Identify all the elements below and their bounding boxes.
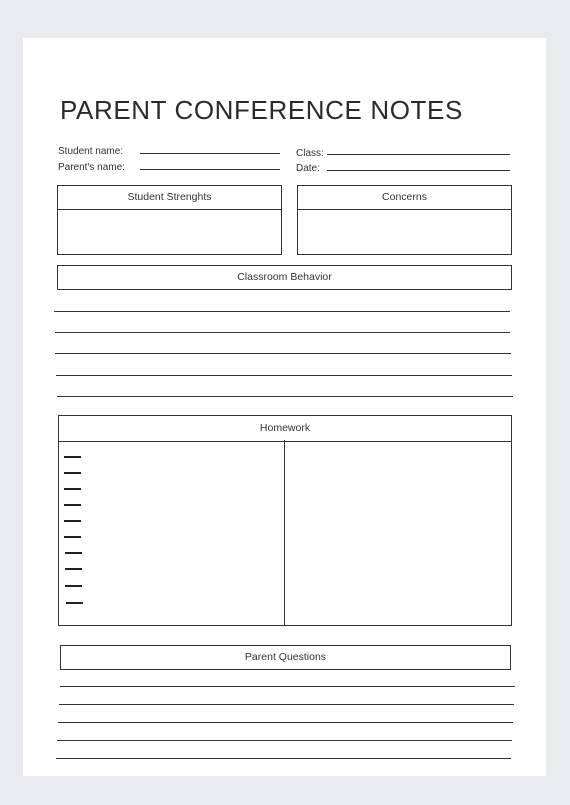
class-label: Class: [296, 148, 324, 159]
behavior-line[interactable] [55, 353, 511, 354]
concerns-header: Concerns [298, 186, 511, 210]
class-line[interactable] [327, 154, 510, 155]
questions-line[interactable] [56, 758, 511, 759]
checklist-dash [65, 552, 82, 554]
behavior-line[interactable] [55, 332, 510, 333]
checklist-dash [66, 602, 83, 604]
checklist-dash [64, 536, 81, 538]
student-name-line[interactable] [140, 153, 280, 154]
behavior-header: Classroom Behavior [57, 265, 512, 290]
parents-name-label: Parent's name: [58, 162, 125, 173]
homework-column-divider [284, 440, 285, 626]
questions-header: Parent Questions [60, 645, 511, 670]
strengths-header: Student Strenghts [58, 186, 281, 210]
checklist-dash [64, 456, 81, 458]
date-label: Date: [296, 163, 320, 174]
questions-line[interactable] [57, 740, 512, 741]
behavior-line[interactable] [54, 311, 510, 312]
checklist-dash [64, 472, 81, 474]
worksheet-page [23, 38, 546, 776]
checklist-dash [64, 520, 81, 522]
date-line[interactable] [327, 170, 510, 171]
questions-line[interactable] [58, 722, 513, 723]
homework-box[interactable] [58, 415, 512, 626]
checklist-dash [65, 585, 82, 587]
checklist-dash [65, 568, 82, 570]
checklist-dash [64, 504, 81, 506]
student-name-label: Student name: [58, 146, 124, 157]
questions-line[interactable] [60, 686, 515, 687]
questions-line[interactable] [59, 704, 514, 705]
strengths-box[interactable] [57, 185, 282, 255]
checklist-dash [64, 488, 81, 490]
behavior-line[interactable] [57, 396, 513, 397]
concerns-box[interactable] [297, 185, 512, 255]
homework-header: Homework [59, 416, 511, 442]
page-title: PARENT CONFERENCE NOTES [60, 95, 463, 125]
parents-name-line[interactable] [140, 169, 280, 170]
behavior-line[interactable] [56, 375, 512, 376]
